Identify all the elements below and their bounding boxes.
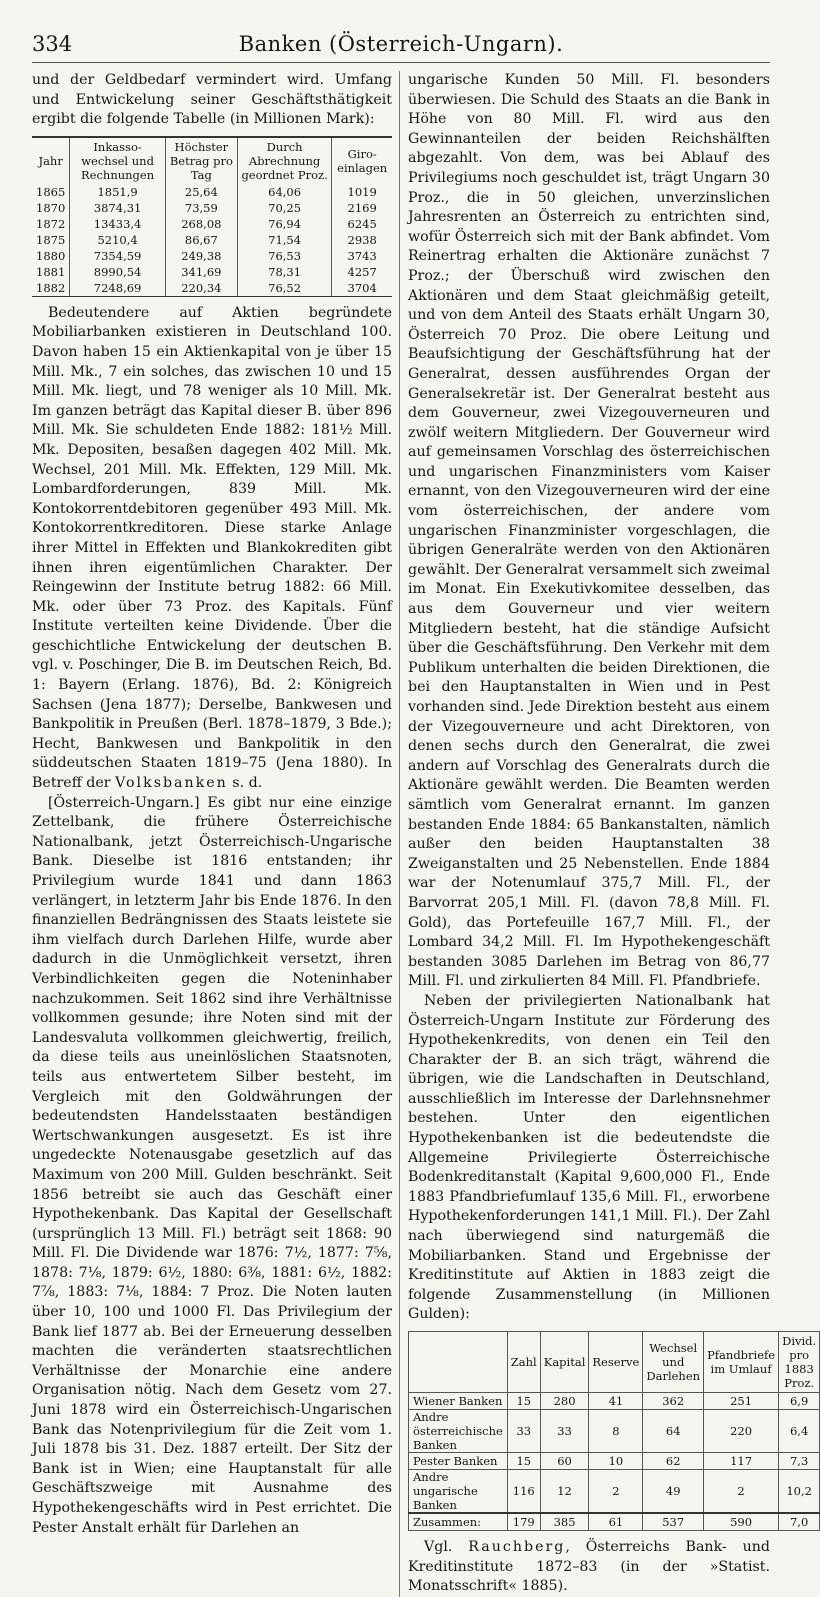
table-cell: 590	[704, 1513, 779, 1531]
table-cell: 60	[540, 1453, 589, 1470]
table-cell: 1881	[36, 264, 66, 279]
table-cell: 33	[507, 1410, 540, 1453]
table-cell: 280	[540, 1393, 589, 1410]
table-cell: 15	[507, 1393, 540, 1410]
table-cell: 179	[507, 1513, 540, 1531]
table-row	[32, 280, 392, 297]
table-cell: 1851,9	[70, 184, 166, 200]
paragraph-text: Es gibt nur eine einzige Zettelbank, die frühere Österreichische Nationalbank, jetzt Österreichisch-Ungarische Bank. Dieselbe ist 1816 entstanden; ihr Privilegium wurde 1841 und dann 1863 verlängert, in letzterm Jahr bis Ende 1876. In den finanziellen Bedrängnissen des Staats leistete sie ihm vielfach durch Darlehen Hilfe, wurde aber dadurch in die Unmöglichkeit versetzt, ihren Verbindlichkeiten gegen die Noteninhaber nachzukommen. Seit 1862 sind ihre Verhältnisse vollkommen gesunde; ihre Noten sind mit der Landesvaluta vollkommen gleichwertig, freilich, da diese teils aus uneinlöslichen Staatsnoten, teils aus entwertetem Silber besteht, im Vergleich mit den Goldwährungen der bedeutendsten Handelsstaaten beständigen Wertschwankungen ausgesetzt. Es ist ihre ungedeckte Notenausgabe gesetzlich auf das Maximum von 200 Mill. Gulden beschränkt. Seit 1856 betreibt sie auch das Geschäft einer Hypothekenbank. Das Kapital der Gesellschaft (ursprünglich 13 Mill. Fl.) beträgt seit 1868: 90 Mill. Fl. Die Dividende war 1876: 7½, 1877: 7⅝, 1878: 7⅛, 1879: 6½, 1880: 6⅜, 1881: 6½, 1882: 7⅞, 1883: 7⅛, 1884: 7 Proz. Die Noten lauten über 10, 100 und 1000 Fl. Das Privilegium der Bank lief 1877 ab. Bei der Erneuerung desselben machten die veränderten staatsrechtlichen Verhältnisse der Monarchie eine andere Organisation nötig. Nach dem Gesetz vom 27. Juni 1878 wird ein Österreichisch-Ungarischen Bank das Notenprivilegium für die Zeit vom 1. Juli 1878 bis 31. Dez. 1887 erteilt. Der Sitz der Bank ist in Wien; eine Hauptanstalt für alle Geschäftszweige mit Ausnahme des Hypothekengeschäfts wird in Pest errichtet. Die Pester Anstalt erhält für Darlehen an	[32, 794, 392, 1536]
paragraph	[408, 1538, 770, 1597]
table-row	[32, 184, 392, 200]
column-header	[409, 1332, 508, 1393]
table-cell: 220,34	[165, 280, 237, 297]
table-cell: 7,3	[779, 1453, 820, 1470]
table-cell: 251	[704, 1393, 779, 1410]
paragraph	[32, 304, 392, 794]
row-label: Andre österreichische Banken	[409, 1410, 508, 1453]
table-cell: 3704	[332, 280, 392, 297]
table-cell: 7248,69	[70, 280, 166, 297]
table-cell: 385	[540, 1513, 589, 1531]
table-credit-institutes	[408, 1331, 820, 1531]
table-header-row	[409, 1332, 820, 1393]
table-cell: 2169	[332, 200, 392, 216]
table-row	[409, 1470, 820, 1514]
table-cell: 76,94	[237, 216, 331, 232]
table-cell: 10,2	[779, 1470, 820, 1514]
table-cell: 8	[589, 1410, 643, 1453]
table-cell: 1019	[332, 184, 392, 200]
running-header	[32, 28, 770, 63]
table-cell: 6245	[332, 216, 392, 232]
row-label: Zusammen:	[409, 1513, 508, 1531]
column-header: Reserve	[589, 1332, 643, 1393]
paragraph: und der Geldbedarf vermindert wird. Umfang und Entwickelung seiner Geschäftsthätigkeit ergibt die folgende Tabelle (in Millionen Mark):	[32, 72, 392, 128]
table-cell: 76,53	[237, 248, 331, 264]
row-label: Andre ungarische Banken	[409, 1470, 508, 1514]
table-row	[32, 248, 392, 264]
paragraph-text: s. d.	[227, 775, 263, 792]
right-column	[399, 71, 817, 1597]
table-cell: 15	[507, 1453, 540, 1470]
table-cell: 537	[643, 1513, 704, 1531]
column-header: Jahr	[38, 153, 63, 168]
table-cell: 1872	[36, 216, 66, 231]
column-header: Durch Abrechnung geordnet Proz.	[237, 137, 331, 184]
table-cell: 61	[589, 1513, 643, 1531]
paragraph-text: , Österreichs Bank- und Kreditinstitute 1872–83 (in der »Statist. Monatsschrift« 1885).	[408, 1539, 770, 1595]
table-cell: 41	[589, 1393, 643, 1410]
paragraph-text: Vgl.	[424, 1539, 469, 1555]
emphasis-text: Rauchberg	[468, 1539, 566, 1555]
table-row	[409, 1453, 820, 1470]
emphasis-text: Volksbanken	[115, 775, 228, 792]
page-number: 334	[32, 32, 73, 56]
table-cell: 12	[540, 1470, 589, 1514]
table-cell: 10	[589, 1453, 643, 1470]
table-row	[409, 1393, 820, 1410]
running-title: Banken (Österreich-Ungarn).	[238, 32, 564, 56]
column-header: Pfandbriefe im Umlauf	[704, 1332, 779, 1393]
table-cell: 64	[643, 1410, 704, 1453]
table-cell: 362	[643, 1393, 704, 1410]
table-cell: 268,08	[165, 216, 237, 232]
table-cell: 78,31	[237, 264, 331, 280]
table-cell: 70,25	[237, 200, 331, 216]
table-cell: 1880	[36, 248, 66, 263]
table-cell: 116	[507, 1470, 540, 1514]
table-cell: 5210,4	[70, 232, 166, 248]
row-label: Pester Banken	[409, 1453, 508, 1470]
table-cell: 220	[704, 1410, 779, 1453]
table-cell: 249,38	[165, 248, 237, 264]
table-total-row	[409, 1513, 820, 1531]
table-row	[409, 1410, 820, 1453]
table-cell: 62	[643, 1453, 704, 1470]
table-cell: 341,69	[165, 264, 237, 280]
table-cell: 2938	[332, 232, 392, 248]
row-label: Wiener Banken	[409, 1393, 508, 1410]
table-cell: 1882	[32, 280, 70, 297]
table-cell: 8990,54	[70, 264, 166, 280]
left-column	[32, 71, 399, 1597]
paragraph: ungarische Kunden 50 Mill. Fl. besonders überwiesen. Die Schuld des Staats an die Bank in Höhe von 80 Mill. Fl. wird aus den Gewinnanteilen der beiden Reichshälften abgezahlt. Von dem, was bei Ablauf des Privilegiums noch geschuldet ist, trägt Ungarn 30 Proz., die in 50 gleichen, unverzinslichen Jahresrenten an Österreich zu entrichten sind, wofür Österreich sich mit der Bank abfindet. Vom Reinertrag erhalten die Aktionäre zunächst 7 Proz.; der Überschuß wird zwischen den Aktionären und dem Staat gleichmäßig geteilt, und von dem Anteil des Staats erhält Ungarn 30, Österreich 70 Proz. Die obere Leitung und Beaufsichtigung der Geschäftsführung hat der Generalrat, dessen ausführendes Organ der Generalsekretär ist. Der Generalrat besteht aus dem Gouverneur, zwei Vizegouverneuren und zwölf weitern Mitgliedern. Der Gouverneur wird auf gemeinsamen Vorschlag des österreichischen und ungarischen Finanzministers vom Kaiser ernannt, von den Vizegouverneuren wird der eine vom österreichischen, der andere vom ungarischen Finanzminister vorgeschlagen, die übrigen Generalräte werden von den Aktionären gewählt. Der Generalrat versammelt sich zweimal im Monat. Ein Exekutivkomitee desselben, das aus dem Gouverneur und vier weitern Mitgliedern besteht, hat die ständige Aufsicht über die Geschäftsführung. Den Verkehr mit dem Publikum unterhalten die beiden Direktionen, die bei den Hauptanstalten in Wien und in Pest vorhanden sind. Jede Direktion besteht aus einem der Vizegouverneure und acht Direktoren, von denen sechs durch den Generalrat, die zwei andern auf Vorschlag des Generalrats durch die Aktionäre gewählt werden. Die Beamten werden sämtlich vom Generalrat ernannt. Im ganzen bestanden Ende 1884: 65 Bankanstalten, nämlich außer den beiden Hauptanstalten 38 Zweiganstalten und 25 Nebenstellen. Ende 1884 war der Notenumlauf 375,7 Mill. Fl., der Barvorrat 205,1 Mill. Fl. (davon 78,8 Mill. Fl. Gold), das Portefeuille 167,7 Mill. Fl., der Lombard 34,2 Mill. Fl. Im Hypothekengeschäft bestanden 3085 Darlehen im Betrag von 86,77 Mill. Fl. und zirkulierten 84 Mill. Fl. Pfandbriefe.	[408, 72, 770, 990]
table-cell: 64,06	[237, 184, 331, 200]
paragraph	[32, 794, 392, 1539]
paragraph: Neben der privilegierten Nationalbank hat Österreich-Ungarn Institute zur Förderung des Hypothekenkredits, von denen ein Teil den Charakter der B. an sich trägt, während die übrigen, wie die Landschaften in Deutschland, ausschließlich im Interesse der Darlehnsnehmer bestehen. Unter den eigentlichen Hypothekenbanken ist die bedeutendste die Allgemeine Privilegierte Österreichische Bodenkreditanstalt (Kapital 9,600,000 Fl., Ende 1883 Pfandbriefumlauf 135,6 Mill. Fl., erworbene Hypothekenforderungen 141,1 Mill. Fl.). Der Zahl nach überwiegend sind naturgemäß die Mobiliarbanken. Stand und Ergebnisse der Kreditinstitute auf Aktien in 1883 zeigt die folgende Zusammenstellung (in Millionen Gulden):	[408, 992, 770, 1323]
column-header: Zahl	[507, 1332, 540, 1393]
column-header: Wechsel und Darlehen	[643, 1332, 704, 1393]
table-row	[32, 216, 392, 232]
section-label: [Österreich-Ungarn.]	[48, 794, 200, 811]
column-header: Divid. pro 1883 Proz.	[779, 1332, 820, 1393]
table-cell: 3743	[332, 248, 392, 264]
table-cell: 1865	[36, 184, 66, 199]
table-cell: 2	[589, 1470, 643, 1514]
table-cell: 73,59	[165, 200, 237, 216]
table-clearing	[32, 136, 392, 297]
table-header-row	[32, 137, 392, 184]
table-cell: 25,64	[165, 184, 237, 200]
paragraph-text: Bedeutendere auf Aktien begründete Mobiliarbanken existieren in Deutschland 100. Davon haben 15 ein Aktienkapital von je über 15 Mill. Mk., 7 ein solches, das zwischen 10 und 15 Mill. Mk. liegt, und 78 weniger als 10 Mill. Mk. Im ganzen beträgt das Kapital dieser B. über 896 Mill. Mk. Sie schuldeten Ende 1882: 181½ Mill. Mk. Depositen, besaßen dagegen 402 Mill. Mk. Wechsel, 201 Mill. Mk. Effekten, 129 Mill. Mk. Lombardforderungen, 839 Mill. Mk. Kontokorrentdebitoren gegenüber 493 Mill. Mk. Kontokorrentkreditoren. Diese starke Anlage ihrer Mittel in Effekten und Blankokrediten gibt ihnen ihren eigentümlichen Charakter. Der Reingewinn der Institute betrug 1882: 66 Mill. Mk. oder über 73 Proz. des Kapitals. Fünf Institute verteilten keine Dividende. Über die geschichtliche Entwickelung der deutschen B. vgl. v. Poschinger, Die B. im Deutschen Reich, Bd. 1: Bayern (Erlang. 1876), Bd. 2: Königreich Sachsen (Jena 1877); Derselbe, Bankwesen und Bankpolitik in Preußen (Berl. 1878–1879, 3 Bde.); Hecht, Bankwesen und Bankpolitik in den süddeutschen Staaten 1819–75 (Jena 1880). In Betreff der	[32, 304, 392, 792]
column-header: Kapital	[540, 1332, 589, 1393]
table-cell: 1870	[36, 200, 66, 215]
table-cell: 3874,31	[70, 200, 166, 216]
column-header: Höchster Betrag pro Tag	[165, 137, 237, 184]
table-cell: 7354,59	[70, 248, 166, 264]
table-cell: 13433,4	[70, 216, 166, 232]
table-cell: 6,9	[779, 1393, 820, 1410]
table-cell: 2	[704, 1470, 779, 1514]
table-cell: 86,67	[165, 232, 237, 248]
table-cell: 71,54	[237, 232, 331, 248]
table-row	[32, 264, 392, 280]
table-cell: 49	[643, 1470, 704, 1514]
two-column-body	[32, 71, 817, 1597]
table-row	[32, 200, 392, 216]
table-cell: 1875	[36, 232, 66, 247]
column-header: Inkasso-wechsel und Rechnungen	[70, 137, 166, 184]
table-cell: 117	[704, 1453, 779, 1470]
column-header: Giro-einlagen	[332, 137, 392, 184]
table-cell: 6,4	[779, 1410, 820, 1453]
table-cell: 76,52	[237, 280, 331, 297]
table-cell: 7,0	[779, 1513, 820, 1531]
table-row	[32, 232, 392, 248]
table-cell: 33	[540, 1410, 589, 1453]
table-cell: 4257	[332, 264, 392, 280]
